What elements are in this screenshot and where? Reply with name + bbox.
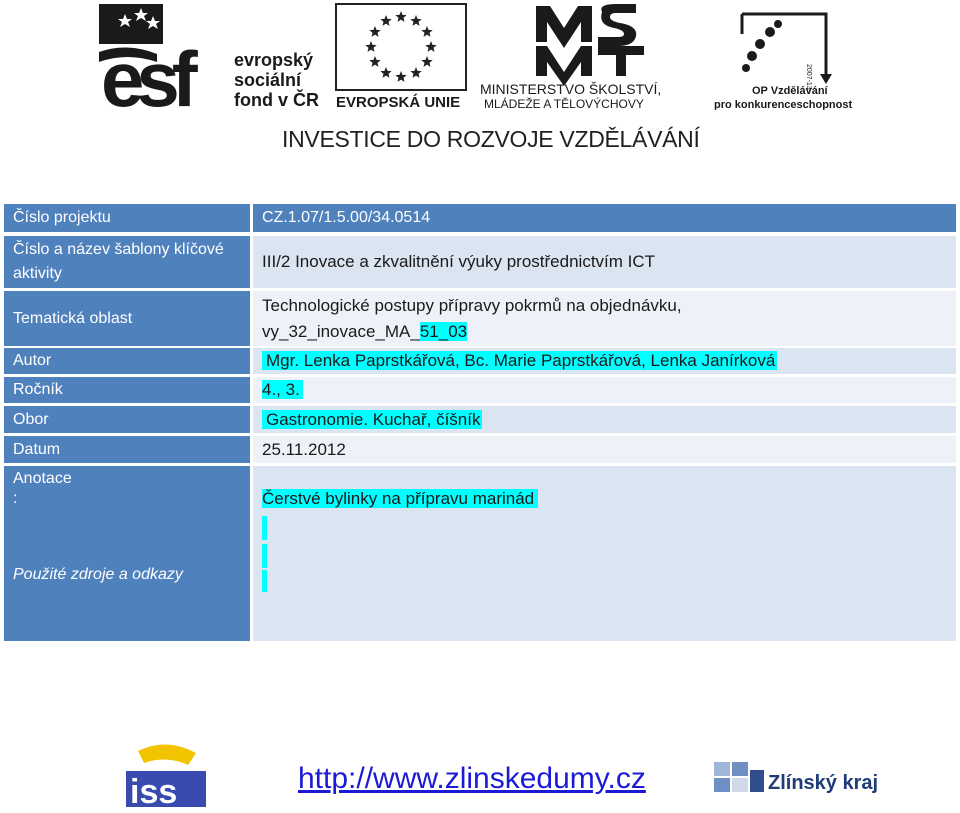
- investment-banner: INVESTICE DO ROZVOJE VZDĚLÁVÁNÍ: [282, 126, 700, 152]
- year-label: Ročník: [4, 377, 250, 403]
- template-value: III/2 Inovace a zkvalitnění výuky prostřednictvím ICT: [253, 236, 956, 288]
- esf-line3: fond v ČR: [234, 90, 319, 110]
- iss-logo: [120, 743, 212, 809]
- highlight-mark: [262, 516, 267, 540]
- field-label: Obor: [4, 406, 250, 433]
- esf-line2: sociální: [234, 70, 302, 90]
- author-value: Mgr. Lenka Paprstkářová, Bc. Marie Paprstkářová, Lenka Janírková: [262, 351, 777, 370]
- zlinsky-kraj-logo: [712, 756, 892, 806]
- op-logo-graphic: [712, 2, 862, 110]
- op-years: 2007-13: [805, 64, 812, 90]
- annotation-value-cell: [253, 466, 956, 641]
- sources-label: Použité zdroje a odkazy: [13, 566, 183, 583]
- op-line1: OP Vzdělávání: [752, 85, 828, 97]
- zlinskedumy-link[interactable]: http://www.zlinskedumy.cz: [298, 762, 646, 795]
- iss-logo-graphic: [120, 743, 212, 809]
- author-row: [253, 348, 956, 374]
- date-label: Datum: [4, 436, 250, 463]
- field-value: Gastronomie. Kuchař, číšník: [262, 410, 482, 429]
- esf-logo: [97, 2, 329, 110]
- template-label: Číslo a název šablony klíčové aktivity: [4, 236, 250, 288]
- topic-line2-highlight: 51_03: [419, 322, 468, 341]
- msmt-line2: MLÁDEŽE A TĚLOVÝCHOVY: [484, 97, 644, 110]
- year-row: [253, 377, 956, 403]
- topic-line2-prefix: vy_32_inovace_MA_: [262, 322, 420, 341]
- zlin-text: Zlínský kraj: [768, 772, 879, 794]
- esf-logo-graphic: [97, 2, 329, 110]
- msmt-line1: MINISTERSTVO ŠKOLSTVÍ,: [480, 81, 662, 97]
- topic-value: [253, 291, 956, 346]
- zlin-logo-graphic: [712, 756, 892, 806]
- eu-caption: EVROPSKÁ UNIE: [336, 94, 461, 110]
- field-row: [253, 406, 956, 433]
- year-value: 4., 3.: [262, 380, 303, 399]
- topic-label: Tematická oblast: [4, 291, 250, 346]
- topic-line1: Technologické postupy přípravy pokrmů na objednávku,: [262, 296, 682, 315]
- eu-logo: [334, 2, 470, 110]
- msmt-logo-graphic: [476, 2, 708, 110]
- op-line2: pro konkurenceschopnost: [714, 99, 853, 110]
- author-label: Autor: [4, 348, 250, 374]
- highlight-mark: [262, 544, 267, 568]
- annotation-label: Anotace: [13, 470, 72, 487]
- esf-line1: evropský: [234, 50, 314, 70]
- eu-flag-graphic: [334, 2, 470, 110]
- svg-text:esf: esf: [101, 35, 190, 110]
- annotation-colon: :: [13, 490, 18, 507]
- iss-text: iss: [130, 773, 178, 809]
- project-number-value: CZ.1.07/1.5.00/34.0514: [253, 204, 956, 232]
- project-number-label: Číslo projektu: [4, 204, 250, 232]
- topic-line2: [262, 319, 956, 345]
- highlight-mark: [262, 570, 267, 592]
- op-vzdelavani-logo: [712, 2, 862, 110]
- annotation-value: Čerstvé bylinky na přípravu marinád: [262, 489, 538, 508]
- annotation-row: [262, 486, 538, 512]
- date-value: 25.11.2012: [253, 436, 956, 463]
- msmt-logo: [476, 2, 708, 110]
- annotation-label-cell: [4, 466, 250, 641]
